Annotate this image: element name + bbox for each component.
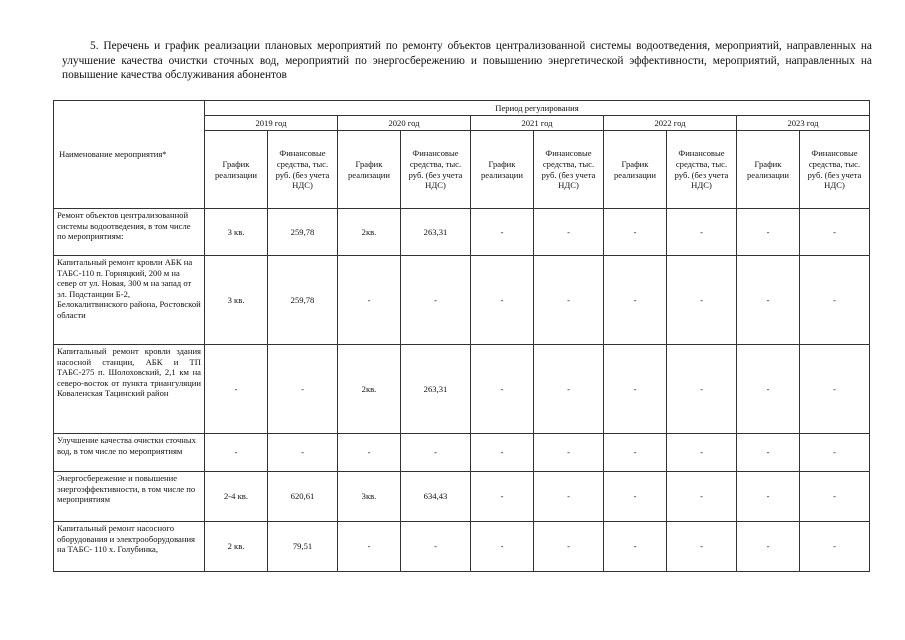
table-cell: - <box>534 256 604 345</box>
table-cell: - <box>401 522 471 572</box>
section-heading: 5. Перечень и график реализации плановых мероприятий по ремонту объектов централизованной системы водоотведения, мероприятий, направленных на улучшение качества очистки сточных вод, мероприятий по энергосбережению и повышению энергетической эффективности, мероприятий, направленных на повышение качества обслуживания абонентов <box>62 40 872 81</box>
finance-header: Финансовые средства, тыс. руб. (без учета НДС) <box>268 131 338 209</box>
table-cell: - <box>338 434 401 472</box>
table-cell: - <box>604 522 667 572</box>
table-cell: - <box>800 209 870 256</box>
finance-header: Финансовые средства, тыс. руб. (без учета НДС) <box>800 131 870 209</box>
table-cell: - <box>737 256 800 345</box>
year-header: 2020 год <box>338 116 471 131</box>
table-row <box>54 472 870 522</box>
table-cell: 3кв. <box>338 472 401 522</box>
table-cell: - <box>401 256 471 345</box>
finance-header: Финансовые средства, тыс. руб. (без учета НДС) <box>667 131 737 209</box>
table-cell: 3 кв. <box>205 209 268 256</box>
table-cell: - <box>800 472 870 522</box>
year-header: 2023 год <box>737 116 870 131</box>
name-column-header: Наименование мероприятия* <box>54 101 205 209</box>
table-cell: - <box>268 345 338 434</box>
table-cell: - <box>471 522 534 572</box>
activity-name: Капитальный ремонт кровли здания насосной станции, АБК и ТП ТАБС-275 п. Шолоховский, 2,1 км на северо-восток от пункта триангуляции Коваленская Тацинский район <box>54 345 205 434</box>
table-cell: - <box>667 209 737 256</box>
table-cell: - <box>737 345 800 434</box>
finance-header: Финансовые средства, тыс. руб. (без учета НДС) <box>401 131 471 209</box>
table-cell: - <box>667 522 737 572</box>
table-row <box>54 256 870 345</box>
table-row <box>54 345 870 434</box>
table-cell: - <box>338 522 401 572</box>
table-cell: - <box>401 434 471 472</box>
table-cell: - <box>205 345 268 434</box>
table-cell: 79,51 <box>268 522 338 572</box>
table-cell: - <box>800 522 870 572</box>
table-cell: - <box>534 472 604 522</box>
table-cell: - <box>737 209 800 256</box>
table-cell: - <box>205 434 268 472</box>
table-cell: 634,43 <box>401 472 471 522</box>
table-cell: - <box>471 434 534 472</box>
activity-name: Капитальный ремонт кровли АБК на ТАБС-110 п. Горняцкий, 200 м на север от ул. Новая, 300 м на запад от эл. Подстанции Б-2, Белокалитвинского района, Ростовской области <box>54 256 205 345</box>
schedule-header: График реализации <box>737 131 800 209</box>
table-cell: - <box>737 522 800 572</box>
year-header: 2021 год <box>471 116 604 131</box>
schedule-header: График реализации <box>471 131 534 209</box>
table-cell: - <box>667 345 737 434</box>
activity-name: Капитальный ремонт насосного оборудования и электрооборудования на ТАБС- 110 х. Голубинка, <box>54 522 205 572</box>
period-header: Период регулирования <box>205 101 870 116</box>
table-cell: - <box>800 434 870 472</box>
table-cell: 2-4 кв. <box>205 472 268 522</box>
table-cell: 263,31 <box>401 345 471 434</box>
year-header: 2019 год <box>205 116 338 131</box>
table-cell: - <box>667 472 737 522</box>
table-cell: - <box>534 522 604 572</box>
table-cell: - <box>471 209 534 256</box>
table-cell: - <box>471 472 534 522</box>
table-cell: - <box>534 345 604 434</box>
table-row <box>54 209 870 256</box>
table-cell: - <box>534 209 604 256</box>
table-cell: - <box>338 256 401 345</box>
activity-name: Улучшение качества очистки сточных вод, в том числе по мероприятиям <box>54 434 205 472</box>
table-cell: 2кв. <box>338 209 401 256</box>
table-cell: - <box>268 434 338 472</box>
schedule-header: График реализации <box>604 131 667 209</box>
table-body <box>54 209 870 572</box>
table-cell: - <box>604 256 667 345</box>
table-header <box>54 101 870 209</box>
finance-header: Финансовые средства, тыс. руб. (без учета НДС) <box>534 131 604 209</box>
table-cell: 2 кв. <box>205 522 268 572</box>
schedule-header: График реализации <box>338 131 401 209</box>
activity-name: Ремонт объектов централизованной системы водоотведения, в том числе по мероприятиям: <box>54 209 205 256</box>
table-cell: - <box>800 345 870 434</box>
table-cell: 259,78 <box>268 256 338 345</box>
table-cell: - <box>667 434 737 472</box>
table-cell: 263,31 <box>401 209 471 256</box>
activity-name: Энергосбережение и повышение энергоэффективности, в том числе по мероприятиям <box>54 472 205 522</box>
table-cell: 620,61 <box>268 472 338 522</box>
table-cell: - <box>471 345 534 434</box>
table-cell: - <box>737 434 800 472</box>
activities-table <box>53 100 870 572</box>
table-cell: - <box>604 472 667 522</box>
table-row <box>54 434 870 472</box>
table-cell: 259,78 <box>268 209 338 256</box>
table-cell: 2кв. <box>338 345 401 434</box>
table-cell: 3 кв. <box>205 256 268 345</box>
table-cell: - <box>667 256 737 345</box>
table-cell: - <box>604 345 667 434</box>
table-cell: - <box>534 434 604 472</box>
table-row <box>54 522 870 572</box>
table-cell: - <box>737 472 800 522</box>
schedule-header: График реализации <box>205 131 268 209</box>
table-cell: - <box>471 256 534 345</box>
table-cell: - <box>604 209 667 256</box>
table-cell: - <box>604 434 667 472</box>
table-cell: - <box>800 256 870 345</box>
year-header: 2022 год <box>604 116 737 131</box>
